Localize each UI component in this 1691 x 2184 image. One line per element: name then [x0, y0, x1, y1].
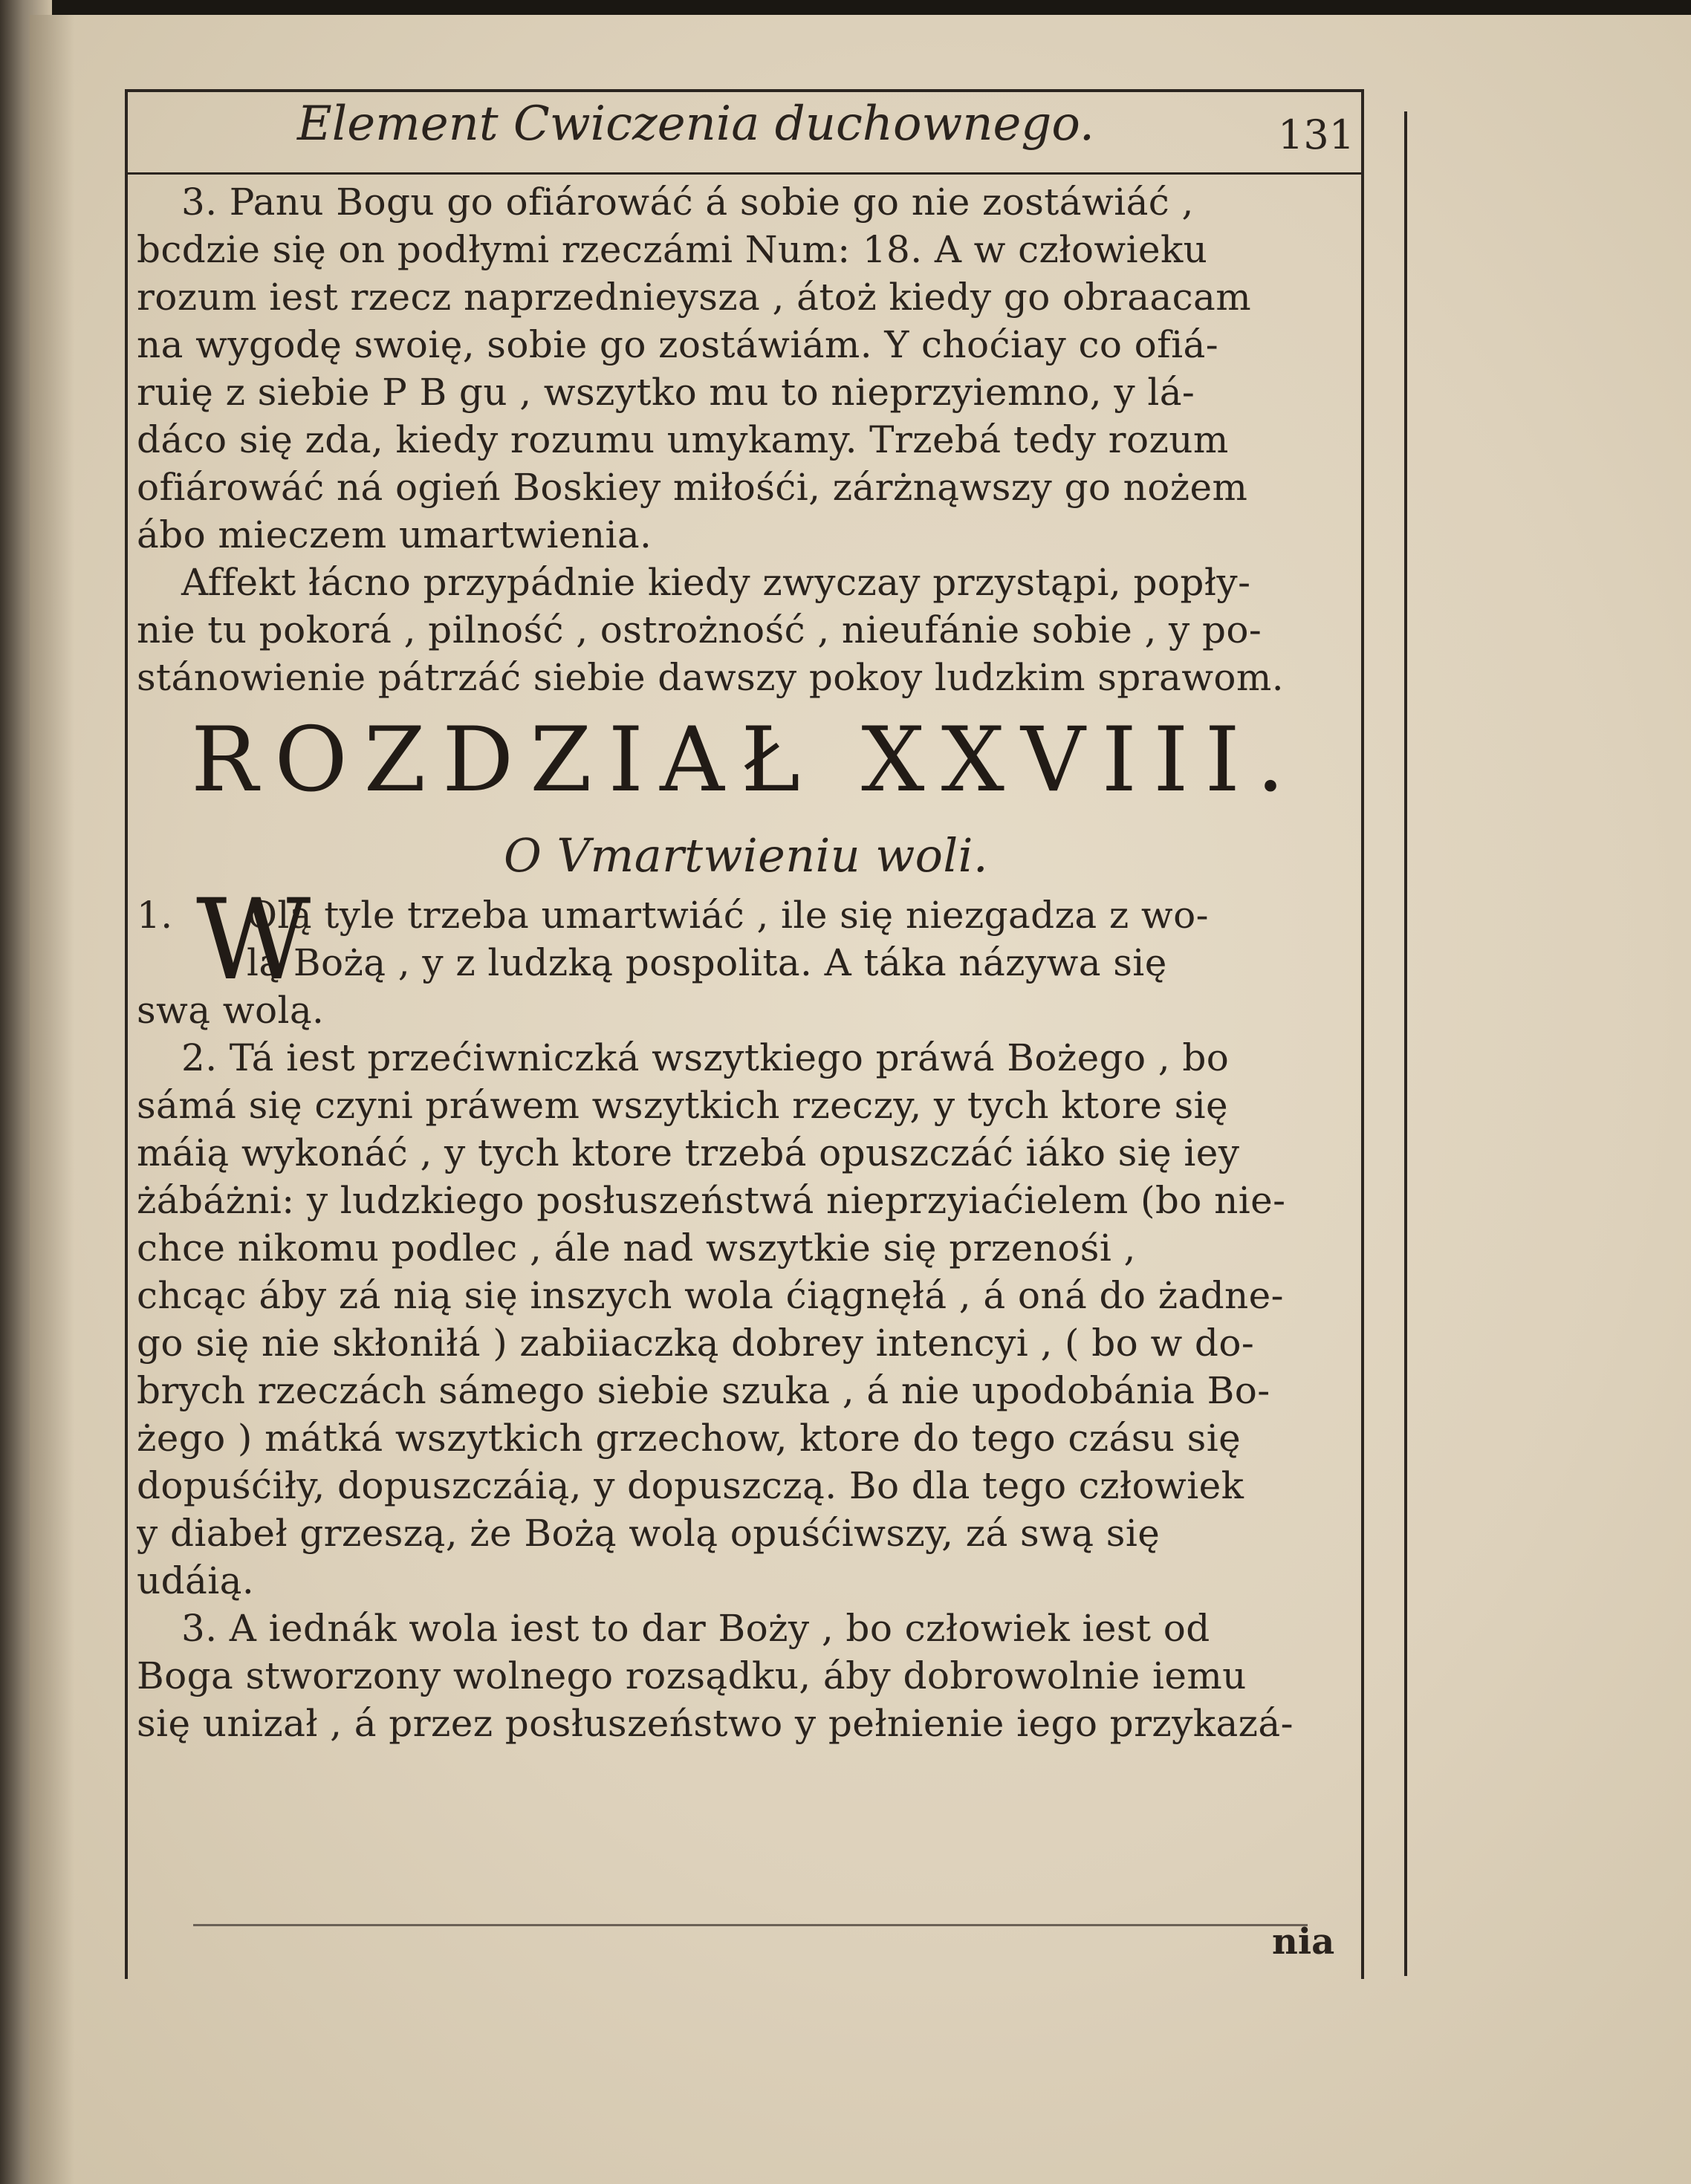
paragraph-3 — [137, 178, 1355, 559]
text-line: żego ) mátká wszytkich grzechow, ktore do tego czásu się — [137, 1417, 1242, 1460]
text-line: się unizał , á przez posłuszeństwo y pełnienie iego przykazá- — [137, 1702, 1294, 1745]
text-line: nie tu pokorá , pilność , ostrożność , nieufánie sobie , y po- — [137, 608, 1262, 651]
text-line: stánowienie pátrzáć siebie dawszy pokoy ludzkim sprawom. — [137, 656, 1285, 699]
text-line: go się nie skłoniłá ) zabiiaczką dobrey intencyi , ( bo w do- — [137, 1322, 1255, 1365]
section-1 — [137, 876, 1355, 1005]
text-line: lą Bożą , y z ludzką pospolita. A táka názywa się — [247, 941, 1167, 984]
text-line: sámá się czyni práwem wszytkich rzeczy, y tych ktore się — [137, 1084, 1229, 1127]
outer-frame-line — [1404, 111, 1407, 1976]
catchword: nia — [1272, 1921, 1335, 1963]
text-line: brych rzeczách sámego siebie szuka , á nie upodobánia Bo- — [137, 1369, 1270, 1412]
chapter-subtitle: O Vmartwieniu woli. — [504, 828, 988, 883]
text-line: chce nikomu podlec , ále nad wszytkie się przenośi , — [137, 1226, 1136, 1270]
text-line: 2. Tá iest przećiwniczká wszytkiego práwá Bożego , bo — [181, 1036, 1230, 1079]
footer-rule — [193, 1924, 1308, 1926]
text-line: dopuśćiły, dopuszczáią, y dopuszczą. Bo dla tego człowiek — [137, 1464, 1244, 1507]
header-rule — [125, 172, 1361, 175]
text-line: 3. Panu Bogu go ofiárowáć á sobie go nie zostáwiáć , — [181, 181, 1194, 224]
text-line: Olą tyle trzeba umartwiáć , ile się niezgadza z wo- — [247, 894, 1209, 937]
text-line: na wygodę swoię, sobie go zostáwiám. Y choćiay co ofiá- — [137, 323, 1218, 366]
text-line: bcdzie się on podłymi rzeczámi Num: 18. A w człowieku — [137, 228, 1208, 271]
section-number: 1. — [137, 894, 173, 937]
text-line: ofiárowáć ná ogień Boskiey miłośći, zárżnąwszy go nożem — [137, 466, 1248, 509]
running-title: Element Cwiczenia duchownego. — [297, 97, 1095, 152]
section-3 — [137, 1605, 1355, 1747]
text-line: udáią. — [137, 1559, 255, 1602]
text-line: 3. A iednák wola iest to dar Boży , bo człowiek iest od — [181, 1607, 1210, 1650]
text-line: Affekt łácno przypádnie kiedy zwyczay przystąpi, popły- — [181, 561, 1251, 604]
text-line: żábáżni: y ludzkiego posłuszeństwá nieprzyiaćielem (bo nie- — [137, 1179, 1286, 1222]
drop-cap-initial: W — [196, 876, 311, 1005]
text-line: ábo mieczem umartwienia. — [137, 513, 652, 556]
section-2 — [137, 1034, 1355, 1605]
text-line: rozum iest rzecz naprzednieysza , átoż kiedy go obraacam — [137, 276, 1252, 319]
text-line: Boga stworzony wolnego rozsądku, áby dobrowolnie iemu — [137, 1654, 1247, 1697]
page-body — [137, 178, 1355, 1747]
chapter-title: ROZDZIAŁ XXVIII. — [190, 709, 1302, 812]
text-line: máią wykonáć , y tych ktore trzebá opuszczáć iáko się iey — [137, 1131, 1240, 1174]
text-line: chcąc áby zá nią się inszych wola ćiągnęłá , á oná do żadne- — [137, 1274, 1284, 1317]
text-line: ruię z siebie P B gu , wszytko mu to nieprzyiemno, y lá- — [137, 371, 1195, 414]
text-line: dáco się zda, kiedy rozumu umykamy. Trzebá tedy rozum — [137, 418, 1229, 461]
text-line: swą wolą. — [137, 989, 325, 1032]
text-line: y diabeł grzeszą, że Bożą wolą opuśćiwszy, zá swą się — [137, 1512, 1161, 1555]
gutter-shadow — [30, 15, 74, 2184]
page-number: 131 — [1278, 111, 1355, 158]
paragraph-affekt — [137, 559, 1355, 701]
